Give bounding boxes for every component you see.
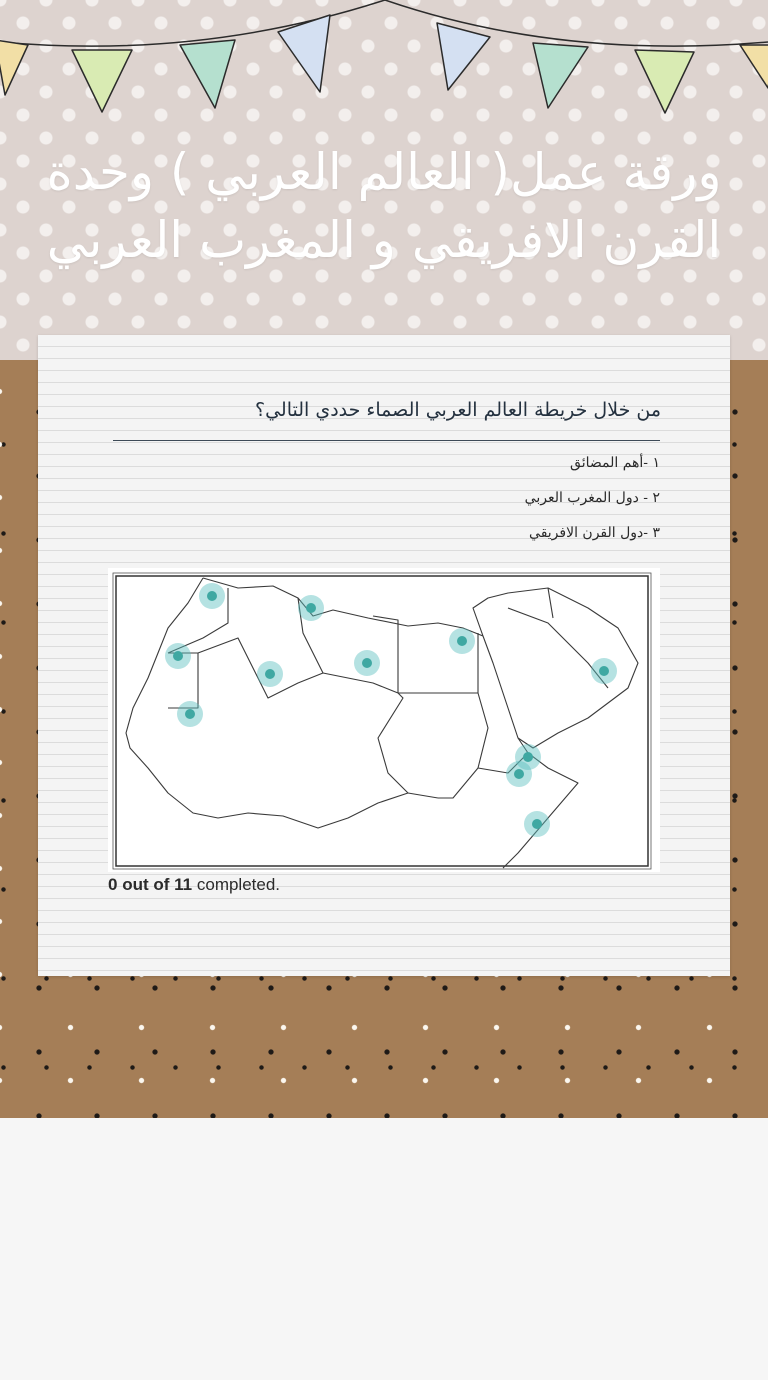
map-hotspot[interactable] <box>257 661 283 687</box>
list-item: ٢ - دول المغرب العربي <box>524 490 660 506</box>
progress-status <box>108 875 280 895</box>
progress-out-of: out of <box>122 875 170 894</box>
map-hotspot[interactable] <box>449 628 475 654</box>
list-item: ١ -أهم المضائق <box>570 455 660 471</box>
progress-done: 0 <box>108 875 118 894</box>
map-hotspot[interactable] <box>177 701 203 727</box>
header-banner <box>0 0 768 360</box>
page-title: ورقة عمل( العالم العربي ) وحدة القرن الافريقي و المغرب العربي <box>46 143 722 269</box>
map-hotspot[interactable] <box>524 811 550 837</box>
map-hotspot[interactable] <box>165 643 191 669</box>
map-hotspot[interactable] <box>298 595 324 621</box>
question-text: من خلال خريطة العالم العربي الصماء حددي التالي؟ <box>255 399 661 421</box>
progress-total: 11 <box>174 875 193 894</box>
progress-suffix: completed. <box>196 875 281 894</box>
worksheet-card <box>38 335 730 976</box>
map-hotspot[interactable] <box>506 761 532 787</box>
bunting-decoration <box>0 0 768 130</box>
question-divider <box>113 440 660 441</box>
map-hotspot[interactable] <box>354 650 380 676</box>
map-hotspot[interactable] <box>591 658 617 684</box>
arab-world-blank-map <box>108 568 660 872</box>
question-items <box>113 453 660 558</box>
list-item: ٣ -دول القرن الافريقي <box>529 525 660 541</box>
map-hotspot[interactable] <box>199 583 225 609</box>
